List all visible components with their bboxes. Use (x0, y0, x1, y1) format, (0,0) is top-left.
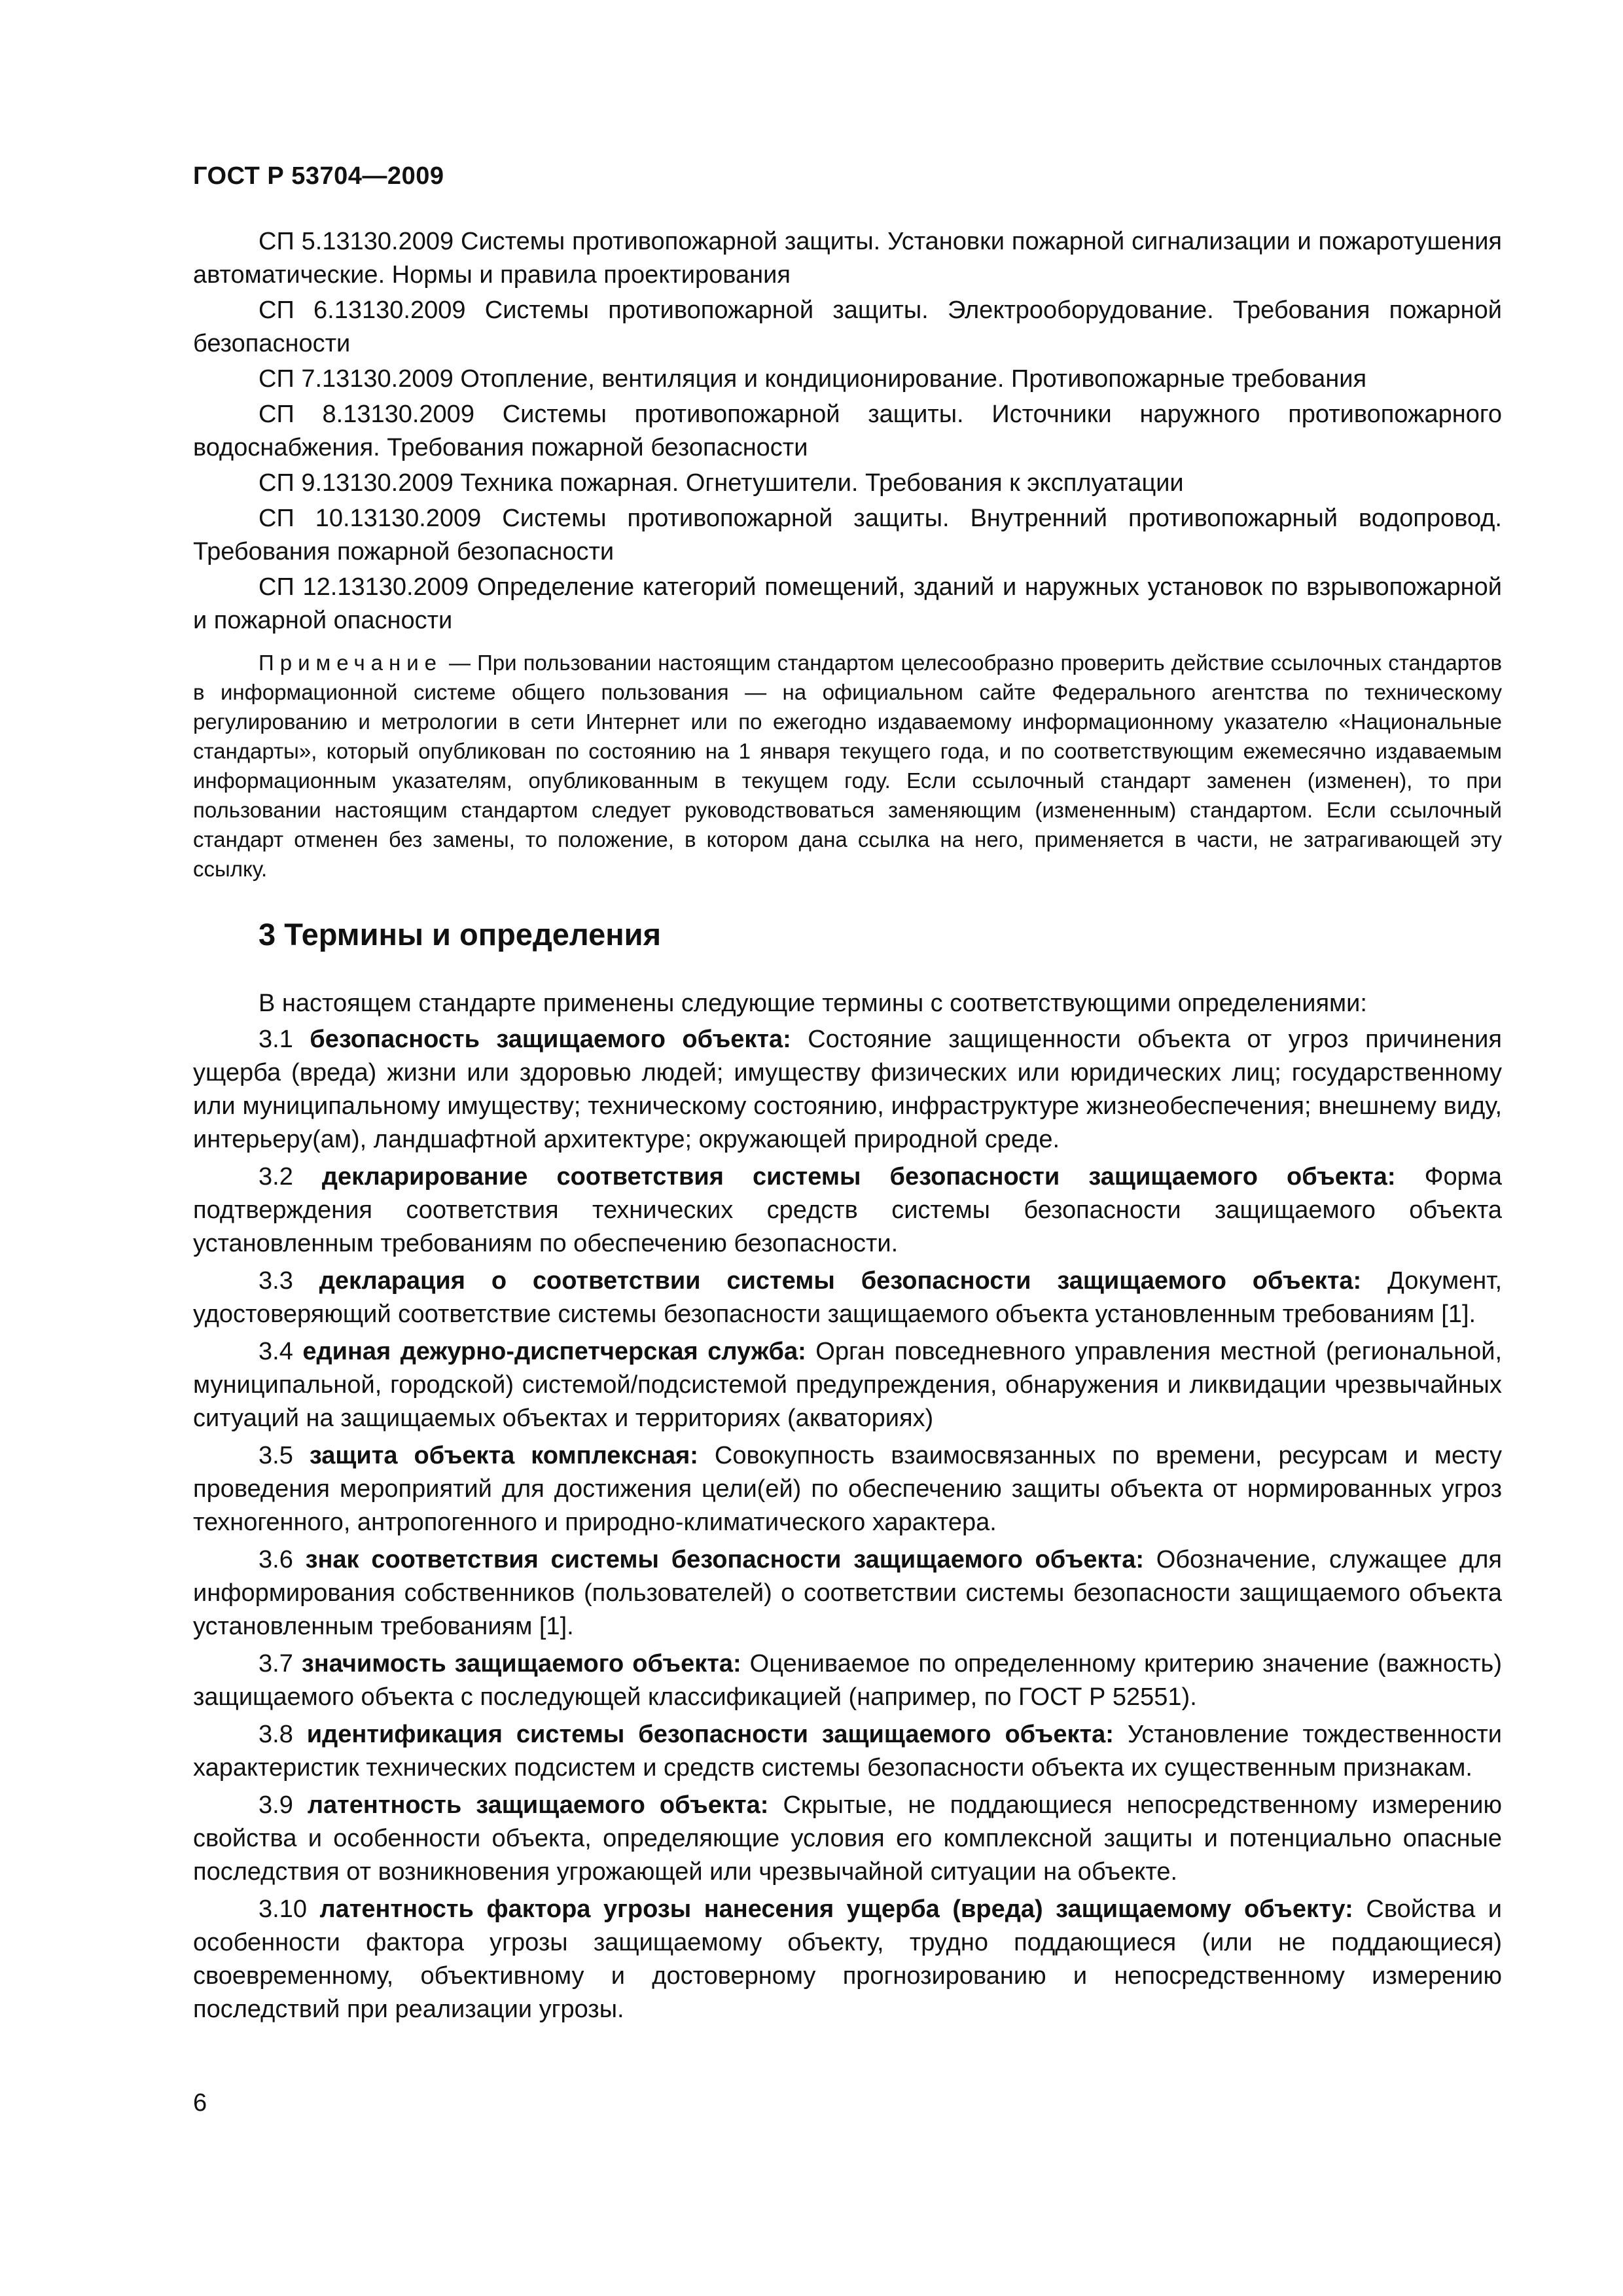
document-page (193, 0, 1502, 2296)
reference-item: СП 10.13130.2009 Системы противопожарной защиты. Внутренний противопожарный водопровод. Требования пожарной безопасности (193, 505, 1502, 565)
reference-item: СП 5.13130.2009 Системы противопожарной защиты. Установки пожарной сигнализации и пожаротушения автоматические. Нормы и правила проектирования (193, 228, 1502, 289)
term-number: 3.10 (259, 1895, 307, 1923)
note-paragraph (193, 648, 1502, 884)
term-definition: Оцениваемое по определенному критерию значение (важность) защищаемого объекта с последующей классификацией (например, по ГОСТ Р 52551). (193, 1650, 1502, 1711)
term-entry (193, 1023, 1502, 1157)
term-number: 3.3 (259, 1267, 293, 1295)
term-entry (193, 1789, 1502, 1889)
term-entry (193, 1647, 1502, 1714)
term-name: декларирование соответствия системы безопасности защищаемого объекта: (321, 1163, 1396, 1191)
reference-item: СП 9.13130.2009 Техника пожарная. Огнетушители. Требования к эксплуатации (259, 469, 1184, 497)
term-name: безопасность защищаемого объекта: (310, 1026, 791, 1053)
term-number: 3.5 (259, 1442, 293, 1469)
term-name: декларация о соответствии системы безопасности защищаемого объекта: (319, 1267, 1362, 1295)
normative-references-list (193, 225, 1502, 639)
term-definition: Совокупность взаимосвязанных по времени, ресурсам и месту проведения мероприятий для достижения цели(ей) по обеспечению защиты объекта от нормированных угроз техногенного, антропогенного и природно-климатического характера. (193, 1442, 1503, 1536)
term-entry (193, 1335, 1502, 1435)
term-name: идентификация системы безопасности защищаемого объекта: (306, 1721, 1114, 1748)
note-text: — При пользовании настоящим стандартом целесообразно проверить действие ссылочных стандартов в информационной системе общего пользования — на официальном сайте Федерального агентства по техническому регулированию и метрологии в сети Интернет или по ежегодно издаваемому информационному указателю «Национальные стандарты», который опубликован по состоянию на 1 января текущего года, и по соответствующим ежемесячно издаваемым информационным указателям, опубликованным в текущем году. Если ссылочный стандарт заменен (изменен), то при пользовании настоящим стандартом следует руководствоваться заменяющим (измененным) стандартом. Если ссылочный стандарт отменен без замены, то положение, в котором дана ссылка на него, применяется в части, не затрагивающей эту ссылку. (193, 651, 1502, 881)
term-name: латентность фактора угрозы нанесения ущерба (вреда) защищаемому объекту: (319, 1895, 1353, 1923)
term-entry (193, 1543, 1502, 1643)
document-header: ГОСТ Р 53704—2009 (193, 162, 444, 190)
term-name: латентность защищаемого объекта: (307, 1791, 769, 1819)
term-definition: Скрытые, не поддающиеся непосредственному измерению свойства и особенности объекта, определяющие условия его комплексной защиты и потенциально опасные последствия от возникновения угрожающей или чрезвычайной ситуации на объекте. (193, 1791, 1503, 1886)
terms-list (193, 987, 1502, 2030)
term-name: защита объекта комплексная: (309, 1442, 698, 1469)
note-label: Примечание (259, 651, 443, 675)
page-number: 6 (193, 2089, 207, 2117)
term-number: 3.6 (259, 1546, 293, 1573)
term-entry (193, 1160, 1502, 1261)
term-number: 3.7 (259, 1650, 293, 1677)
term-definition: Документ, удостоверяющий соответствие системы безопасности защищаемого объекта установленным требованиям [1]. (193, 1267, 1503, 1328)
term-number: 3.9 (259, 1791, 293, 1819)
term-name: единая дежурно-диспетчерская служба: (302, 1338, 806, 1365)
term-definition: Состояние защищенности объекта от угроз причинения ущерба (вреда) жизни или здоровью людей; имуществу физических или юридических лиц; государственному или муниципальному имуществу; техническому состоянию, инфраструктуре жизнеобеспечения; внешнему виду, интерьеру(ам), ландшафтной архитектуре; окружающей природной среде. (193, 1026, 1502, 1153)
term-entry (193, 1265, 1502, 1331)
section-title: 3 Термины и определения (259, 917, 661, 952)
term-name: знак соответствия системы безопасности защищаемого объекта: (305, 1546, 1144, 1573)
term-number: 3.1 (259, 1026, 293, 1053)
term-definition: Установление тождественности характеристик технических подсистем и средств системы безопасности объекта их существенным признакам. (193, 1721, 1502, 1782)
term-entry (193, 1718, 1502, 1785)
reference-item: СП 7.13130.2009 Отопление, вентиляция и кондиционирование. Противопожарные требования (259, 365, 1367, 393)
term-number: 3.8 (259, 1721, 293, 1748)
reference-item: СП 6.13130.2009 Системы противопожарной защиты. Электрооборудование. Требования пожарной безопасности (193, 296, 1502, 357)
reference-item: СП 8.13130.2009 Системы противопожарной защиты. Источники наружного противопожарного водоснабжения. Требования пожарной безопасности (193, 401, 1502, 461)
section-intro: В настоящем стандарте применены следующие термины с соответствующими определениями: (259, 990, 1367, 1017)
term-number: 3.2 (259, 1163, 293, 1191)
reference-item: СП 12.13130.2009 Определение категорий помещений, зданий и наружных установок по взрывопожарной и пожарной опасности (193, 573, 1502, 634)
term-definition: Форма подтверждения соответствия технических средств системы безопасности защищаемого объекта установленным требованиям по обеспечению безопасности. (193, 1163, 1502, 1257)
term-number: 3.4 (259, 1338, 293, 1365)
term-definition: Свойства и особенности фактора угрозы защищаемому объекту, трудно поддающиеся (или не поддающиеся) своевременному, объективному и достоверному прогнозированию и непосредственному измерению последствий при реализации угрозы. (193, 1895, 1502, 2023)
term-entry (193, 1439, 1502, 1539)
term-definition: Орган повседневного управления местной (региональной, муниципальной, городской) системой/подсистемой предупреждения, обнаружения и ликвидации чрезвычайных ситуаций на защищаемых объектах и территориях (акваториях) (193, 1338, 1503, 1432)
term-entry (193, 1893, 1502, 2026)
term-name: значимость защищаемого объекта: (301, 1650, 741, 1677)
term-definition: Обозначение, служащее для информирования собственников (пользователей) о соответствии системы безопасности защищаемого объекта установленным требованиям [1]. (193, 1546, 1502, 1640)
note-block (193, 648, 1502, 884)
